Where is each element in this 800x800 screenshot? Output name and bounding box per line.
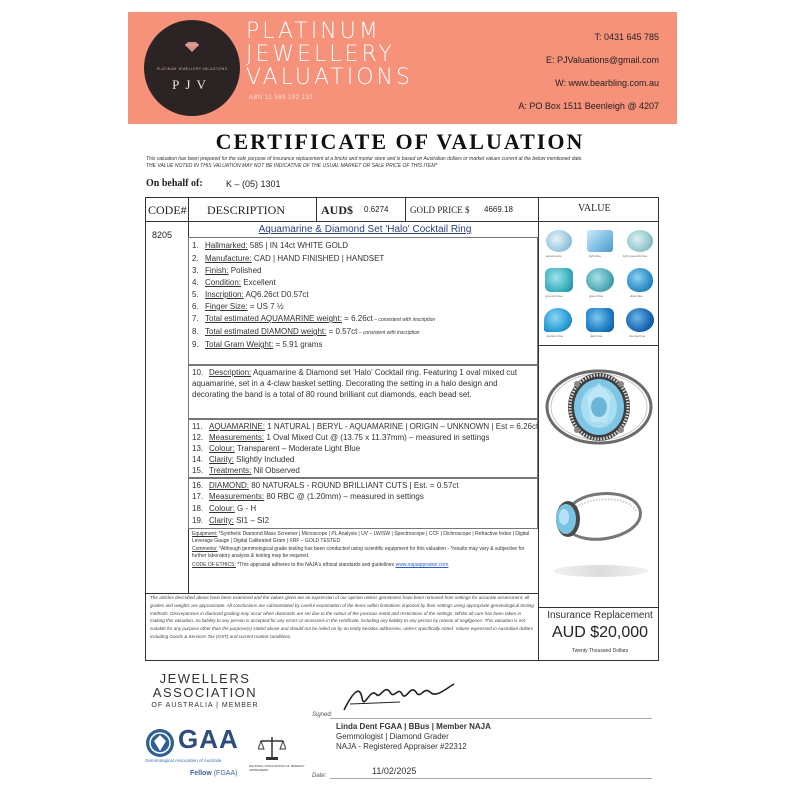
ja-line: OF AUSTRALIA | MEMBER [151,702,259,709]
behalf-label: On behalf of: [146,178,203,189]
gem-swatch [544,308,572,332]
signer-name: Linda Dent FGAA | BBus | Member NAJA [336,722,491,731]
brand-line: JEWELLERY [246,42,395,67]
brand-name [246,20,446,89]
list-item: 18. Colour: G - H [192,504,257,513]
gaa-emblem-icon [145,728,175,758]
gem-swatch [586,268,614,292]
table-divider [538,607,659,608]
diamond-icon [185,42,199,52]
list-item: 13. Colour: Transparent – Moderate Light Blue [192,444,361,453]
gem-label: aquamarine [546,254,562,258]
list-item: 1. Hallmarked: 585 | IN 14ct WHITE GOLD [192,241,349,250]
ring-photo-top [545,352,653,462]
naja-logo-text: NATIONAL ASSOCIATION OF JEWELRY APPRAISERS [249,764,305,772]
gem-label: greenish blue [545,294,564,298]
date-line [330,778,652,779]
list-item: 14. Clarity: Slightly Included [192,455,295,464]
header-description: DESCRIPTION [207,203,286,217]
table-divider [538,345,659,346]
brand-line: VALUATIONS [246,65,413,90]
ja-line: ASSOCIATION [152,685,258,700]
letterhead [128,12,677,124]
ring-photo-side [548,475,652,555]
header-value: VALUE [578,203,611,214]
naja-link[interactable]: www.najaappraiser.com [395,562,449,568]
insurance-amount: AUD $20,000 [551,624,649,641]
contact-website[interactable]: W: www.bearbling.com.au [555,78,659,88]
behalf-value: K – (05) 1301 [226,179,281,189]
equipment-note: Equipment: *Synthetic Diamond Mass Screener | Microscope | PL Analysis | UV – LW/SW | Spectroscope | CCF | Dichroscope | Refractive Index | Digital Leverage Gauge | Digital Calibrated Gram | XRF – GOLD TESTED [192,531,530,544]
contact-email[interactable]: E: PJValuations@gmail.com [545,55,659,65]
gem-swatch [627,230,653,252]
intro-line: This valuation has been prepared for the sole purpose of insurance replacement at a bricks and mortar store and is based on Australian dollars or market values current at the below mentioned date. [146,156,583,162]
header-gold-price: GOLD PRICE $ [410,205,470,215]
item-title: Aquamarine & Diamond Set 'Halo' Cocktail Ring [258,224,472,235]
gem-label: light greenish blue [623,254,648,258]
logo-tagline: PLATINUM JEWELLERY VALUATIONS [156,67,228,71]
item-description: 10. Description: Aquamarine & Diamond set 'Halo' Cocktail ring. Featuring 1 oval mixed cut aquamarine, set in a 4-claw basket setting. Decorating the setting in a halo design and decorating the band is a total of 80 round brilliant cut diamonds, each bead set. [192,368,518,399]
gem-swatch [627,268,653,292]
gold-price: 4669.18 [484,205,513,214]
list-item: 12. Measurements: 1 Oval Mixed Cut @ (13.75 x 11.37mm) – measured in settings [192,433,490,442]
list-item: 9. Total Gram Weight: = 5.91 grams [192,340,323,349]
signer-registration: NAJA - Registered Appraiser #22312 [336,742,467,751]
gaa-subtitle: Gemmological Association of Australia [145,758,222,763]
gem-label: dark blue [590,334,603,338]
list-item: 17. Measurements: 80 RBC @ (1.20mm) – measured in settings [192,492,424,501]
gem-swatch [586,308,614,332]
item-code: 8205 [152,230,173,240]
fellow-label: Fellow (FGAA) [190,770,238,777]
gaa-logo-text: GAA [178,724,239,754]
list-item: 16. DIAMOND: 80 NATURALS - ROUND BRILLIANT CUTS | Est. = 0.57ct [192,481,459,490]
intro-text [146,156,666,170]
table-divider [316,197,317,221]
ring-reflection [553,565,648,577]
ja-logo [150,672,260,709]
list-item: 11. AQUAMARINE: 1 NATURAL | BERYL - AQUAMARINE | ORIGIN – UNKNOWN | Est = 6.26ct [192,422,539,431]
signed-label: Signed: [312,712,333,718]
list-item: 15. Treatments: Nil Observed [192,466,300,475]
gem-label: green blue [589,294,604,298]
ethics-note: CODE OF ETHICS: *This appraisal adheres to the NAJA's ethical standards and guidelines www.najaappraiser.com [192,562,449,568]
date-label: Date: [312,773,327,779]
signature-line [330,718,652,719]
ja-line: JEWELLERS [159,671,251,686]
gem-label: slate blue [630,294,643,298]
logo-letters: PJV [172,77,212,92]
gem-swatch [626,308,654,332]
aud-rate: 0.6274 [364,205,389,214]
insurance-amount-words: Twenty Thousand Dollars [571,648,629,654]
signature-image [340,680,460,716]
company-logo [144,20,240,116]
list-item: 6. Finger Size: = US 7 ½ [192,302,284,311]
list-item: 3. Finish: Polished [192,266,262,275]
list-item: 5. Inscription: AQ6.26ct D0.57ct [192,290,309,299]
gem-label: light blue [589,254,602,258]
signer-title: Gemmologist | Diamond Grader [336,732,449,741]
comments-note: Comments: *Although gemmological grade testing has been conducted using scientific equipment for this valuation - *results may vary & subjective for further laboratory analysis & testing may be required. [192,546,525,559]
intro-line: THE VALUE NOTED IN THIS VALUATION MAY NOT BE INDICATIVE OF THE USUAL MARKET OR SALE PRICE OF THIS ITEM* [146,163,438,169]
table-divider [145,221,659,222]
gem-swatch [587,230,613,252]
header-aud: AUD$ [321,203,353,217]
gem-swatch [545,268,573,292]
list-item: 19. Clarity: SI1 – SI2 [192,516,270,525]
list-item: 7. Total estimated AQUAMARINE weight: = 6.26ct – consistent with inscription [192,314,436,323]
certificate-title: CERTIFICATE OF VALUATION [215,129,585,154]
signer-details [336,722,491,752]
valuation-date: 11/02/2025 [372,766,417,776]
scales-of-justice-icon [258,735,286,761]
gem-swatch [546,230,572,252]
table-divider [405,197,406,221]
gem-label: intense blue [629,334,646,338]
list-item: 8. Total estimated DIAMOND weight: = 0.57ct – consistent with inscription [192,327,420,336]
abn-number: ABN 11 589 192 132 [249,95,314,101]
brand-line: PLATINUM [246,19,381,44]
disclaimer-text: The articles described above have been examined and the values given are an expression of our opinion unless gemstones have been removed from settings for accurate assessment, all grades and weights are approximate. All conclusions are substantiated by careful examination of the items within limitations imposed by their settings using appropriate gemmological testing methods. Discrepancies in diamond grading may occur when diamonds are set due to the colour of the precious metal and restrictions of the settings. Whilst all care has been taken in making this valuation, no liability to any person is accepted for any errors or omissions in the certificate, including any liability to any person by reason of negligence. This valuation is not suitable for any purpose other than the purpose(s) stated above and should not be relied on by an entity besides addressee, unless specifically noted. Values expressed in Australian dollars including Goods & Services Tax (GST) and current market conditions. [150,595,534,639]
gem-label: medium blue [546,334,564,338]
contact-address: A: PO Box 1511 Beenleigh @ 4207 [518,101,659,111]
list-item: 2. Manufacture: CAD | HAND FINISHED | HANDSET [192,254,385,263]
header-code: CODE# [148,203,187,217]
contact-phone: T: 0431 645 785 [594,32,659,42]
list-item: 4. Condition: Excellent [192,278,276,287]
insurance-title: Insurance Replacement [547,610,653,621]
